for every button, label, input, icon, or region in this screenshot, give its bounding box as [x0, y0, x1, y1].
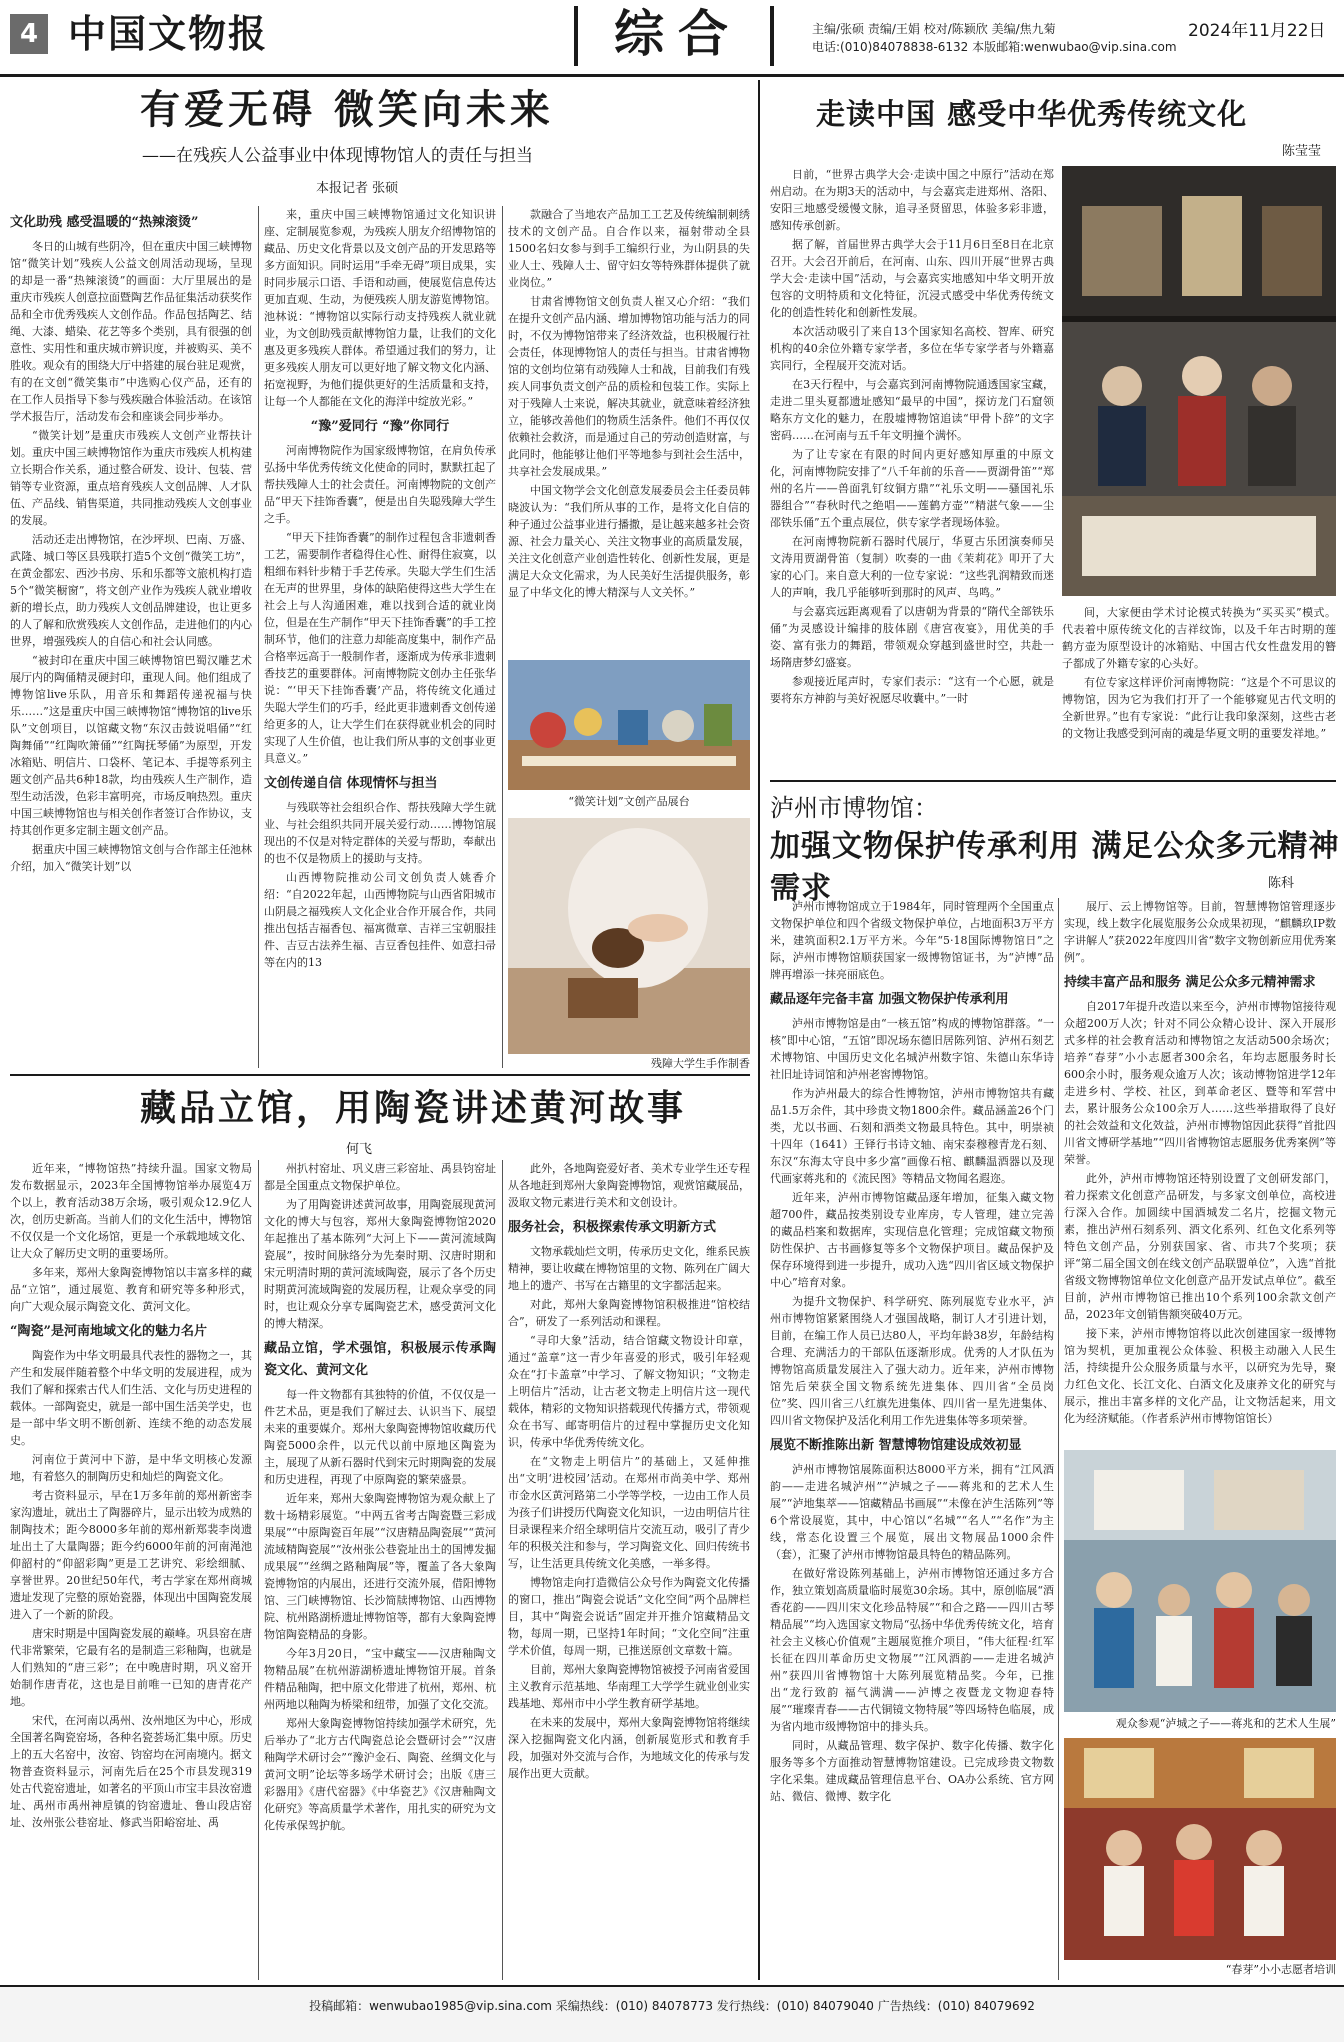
paragraph: 自2017年提升改造以来至今，泸州市博物馆接待观众超200万人次；针对不同公众精心设计、深入开展形式多样的社会教育活动和博物馆之友活动500余场次；培养“春芽”小小志愿者300余名，年均志愿服务时长600余小时，服务观众逾万人次；该动博物馆进学12年走进乡村、学校、社区，到革命老区、暨等和军营中去，累计服务公众100余万人……这些举措取得了良好的社会效益和文化效益，泸州市博物馆因此获得“首批四川省文博研学基地”“四川省博物馆志愿服务优秀案例”等荣誉。 — [1064, 1000, 1336, 1166]
paragraph: 今年3月20日，“宝中藏宝——汉唐釉陶文物精品展”在杭州游湖桥遗址博物馆开展。首条件精品釉陶，把中原文化带进了杭州，郑州、杭州两地以釉陶为桥梁和纽带，加强了文化交流。 — [264, 1647, 496, 1711]
paragraph: 与残联等社会组织合作、帮扶残障大学生就业、与社会组织共同开展关爱行动……博物馆展现出的不仅是对特定群体的关爱与帮助，奉献出的也不仅是物质上的援助与支持。 — [264, 801, 496, 865]
paragraph: 宋代，在河南以禹州、汝州地区为中心，形成全国著名陶瓷窑场，各种名瓷荟场汇集中原。历史上的五大名窑中，汝窑、钧窑均在河南境内。据文物普查资料显示，河南先后在25个市县发现319处古代瓷窑遗址，如著名的平顶山市宝丰县汝窑遗址、禹州市禹州神垕镇的钧窑遗址、鲁山段店窑址、汝州张公巷窑址、修武当阳峪窑址、禹 — [10, 1714, 252, 1829]
paragraph: 陶瓷作为中华文明最具代表性的器物之一，其产生和发展伴随着整个中华文明的发展进程，成为我们了解和探索古代人们生活、文化与历史进程的载体。一部陶瓷史，就是一部中国生活美学史，也是一部中华文明不断创新、连续不绝的动态发展史。 — [10, 1349, 252, 1447]
paragraph: “微笑计划”是重庆市残疾人文创产业帮扶计划。重庆中国三峡博物馆作为重庆市残疾人机构建立长期合作关系，通过整合研发、设计、包装、营销等专业资源，重点培育残疾人文创品牌、人才队伍、产品线、销售渠道，共同推动残疾人文创事业的发展。 — [10, 429, 252, 527]
paragraph: 展厅、云上博物馆等。目前，智慧博物馆管理逐步实现，线上数字化展览服务公众成果初现，“麒麟玖IP数字讲解人”获2022年度四川省“数字文物创新应用优秀案例”。 — [1064, 900, 1336, 964]
story3-headline: 走读中国 感受中华优秀传统文化 — [816, 97, 1248, 131]
story2-column-1 — [10, 1160, 252, 1980]
story2-subhead: “陶瓷”是河南地域文化的魅力名片 — [10, 1324, 207, 1339]
story4-subhead: 藏品逐年完备丰富 加强文物保护传承利用 — [770, 992, 1009, 1007]
story2-column-3 — [508, 1160, 750, 1980]
paragraph: 泸州市博物馆是由“一核五馆”构成的博物馆群落。“一核”即中心馆，“五馆”即况场东德旧居陈列馆、泸州石刻艺术博物馆、中国历史文化名城泸州数字馆、朱德山东华诗社旧址诗词馆和泸州老窖博物馆。 — [770, 1017, 1054, 1081]
column-rule — [258, 206, 259, 1068]
section-title: 综合 — [614, 4, 742, 63]
paragraph: 每一件文物都有其独特的价值，不仅仅是一件艺术品，更是我们了解过去、认识当下、展望未来的重要媒介。郑州大象陶瓷博物馆收藏历代陶瓷5000余件，以元代以前中原地区陶瓷为主，展现了从新石器时代到宋元时期陶瓷的发展和历史进程，再现了中原陶瓷的繁荣盛景。 — [264, 1388, 496, 1486]
paragraph: 多年来，郑州大象陶瓷博物馆以丰富多样的藏品“立馆”，通过展览、教育和研究等多种形式，向广大观众展示陶瓷文化、黄河文化。 — [10, 1266, 252, 1313]
paragraph: 间，大家便由学术讨论模式转换为“买买买”模式。代表着中原传统文化的吉祥纹饰，以及千年古时期的莲鹤方壶为原型设计的冰箱贴、中国古代女性盘发用的簪子都成了外籍专家的心头好。 — [1062, 606, 1336, 670]
paragraph: 在3天行程中，与会嘉宾到河南博物院通透国家宝藏，走进二里头夏都遗址感知“最早的中国”，探访龙门石窟领略东方文化的魅力，在殷墟博物馆追读“甲骨卜辞”的文字密码……在河南与五千年文明撞个满怀。 — [770, 378, 1054, 442]
paragraph: 近年来，泸州市博物馆藏品逐年增加，征集入藏文物超700件，藏品按类别设专业库房，专人管理，建立完善的藏品档案和数据库，实现信息化管理；完成馆藏文物预防性保护、古书画修复等多个文物保护项目。藏品保护及保存环境得到进一步提升，成功入选“四川省区域文物保护中心”培育对象。 — [770, 1191, 1054, 1289]
paragraph: 活动还走出博物馆，在沙坪坝、巴南、万盛、武隆、城口等区县残联打造5个文创“微笑工坊”，在黄金都宏、西沙书房、乐和乐都等文旅机构打造5个“微笑橱窗”，将文创产业作为残疾人就业增收新的增长点，助力残疾人文创品牌建设，也让更多的人了解和欣赏残疾人文创作品，走进他们的内心世界，增强残疾人的自信心和社会认同感。 — [10, 533, 252, 648]
paragraph: 对此，郑州大象陶瓷博物馆积极推进“馆校结合”，研发了一系列活动和课程。 — [508, 1298, 750, 1328]
paragraph: “甲天下挂饰香囊”的制作过程包含非遗刺香工艺，需要制作者稳得住心性、耐得住寂寞，以粗细布料针步精于手艺传承。失聪大学生们生活在无声的世界里，身体的缺陷使得这些大学生在社会上与人沟通困难，难以找到合适的就业岗位，但是在生产制作“甲天下挂饰香囊”的手工控制环节，他们的注意力却能高度集中，制作产品合格率远高于一般制作者，逐渐成为传承非遗刺香技艺的重要群体。河南博物院文创办主任张华说：“‘甲天下挂饰香囊’产品，将传统文化通过失聪大学生们的巧手，经此更非遗刺香文创传递给更多的人，让大学生们在获得就业机会的同时实现了人生价值，也让我们所从事的文创事业更具意义。” — [264, 531, 496, 765]
paragraph: 为了用陶瓷讲述黄河故事，用陶瓷展现黄河文化的博大与包容，郑州大象陶瓷博物馆2020年起推出了基本陈列“大河上下——黄河流域陶瓷展”，按时间脉络分为先秦时期、汉唐时期和宋元明清时期的黄河流域陶瓷，展示了各个历史时期黄河流域陶瓷的发展历程，让观众享受的同时，也让观众分享专属陶瓷艺术，感受黄河文化的博大精深。 — [264, 1198, 496, 1330]
story1-headline: 有爱无碍 微笑向未来 — [140, 86, 554, 133]
paragraph: 在做好常设陈列基础上，泸州市博物馆还通过多方合作，独立策划高质量临时展览30余场。其中，原创临展“酒香花韵——四川宋文化珍品特展”“和合之路——四川古琴精品展”“均入选国家文物局“弘扬中华优秀传统文化，培育社会主义核心价值观”主题展览推介项目，“伟大征程·红军长征在四川革命历史文物展”“江风酒韵——走进名城泸州”获四川省博物馆十大陈列展览精品奖。今年，已推出“龙行致韵 福气满满——泸博之夜暨龙文物迎春特展”“璀璨青春——古代铜镜文物特展”等四场特色临展，成为省内地市级博物馆中的排头兵。 — [770, 1567, 1054, 1733]
paragraph: 此外，泸州市博物馆还特别设置了文创研发部门，着力探索文化创意产品研发，与多家文创单位，高校进行深入合作。加圆续中国酒城发二名片，挖掘文物元素，推出泸州石刻系列、酒文化系列、红色文化系列等特色文创产品，分别获国家、省、市共7个奖项；获评“第二届全国文创在线文创产品联盟单位”，入选“首批省级文物博物馆单位文化创意产品开发试点单位”。截至目前，泸州市博物馆已推出10个系列100余款文创产品，2023年文创销售额突破40万元。 — [1064, 1172, 1336, 1321]
story4-headline: 加强文物保护传承利用 满足公众多元精神需求 — [770, 829, 1340, 906]
paragraph: 泸州市博物馆展陈面积达8000平方米，拥有“江风酒韵——走进名城泸州”“泸城之子——蒋兆和的艺术人生展”“泸地集萃——馆藏精品书画展”“未像在泸生活陈列”等6个常设展览，其中，中心馆以“名城”“名人”“名作”为主线，常态化设置三个展览，展出文物展品1000余件（套），汇聚了泸州市博物馆最具特色的精品陈列。 — [770, 1463, 1054, 1561]
story4-column-1 — [770, 898, 1054, 1980]
story1-column-3 — [508, 206, 750, 656]
photo-wenchuang-stall — [508, 660, 750, 790]
photo-exhibition-visitors — [1064, 1450, 1336, 1712]
paragraph: 在未来的发展中，郑州大象陶瓷博物馆将继续深入挖掘陶瓷文化内涵，创新展览形式和教育手段，加强对外交流与合作，为地域文化的传承与发展作出更大贡献。 — [508, 1716, 750, 1780]
paragraph: 泸州市博物馆成立于1984年，同时管理两个全国重点文物保护单位和四个省级文物保护单位，占地面积3万平方米，建筑面积2.1万平方米。今年“5·18国际博物馆日”之际，泸州市博物馆顺获国家一级博物馆证书，为“泸博”品牌再增添一抹亮丽底色。 — [770, 900, 1054, 981]
paragraph: 近年来，郑州大象陶瓷博物馆为观众献上了数十场精彩展览。“中两五省考古陶瓷暨三彩成果展”“中原陶瓷百年展”“汉唐精品陶瓷展”“黄河流域精陶瓷展”“汝州张公巷瓷址出土的国博发掘成果展”“丝绸之路釉陶展”等，覆盖了各大象陶瓷博物馆的内展出，还进行交流外展，借阳博物馆、三门峡博物馆、长沙简牍博物馆、山西博物院、杭州路湖桥遗址博物馆等，都有大象陶瓷博物馆陶瓷精品的身影。 — [264, 1492, 496, 1641]
story2-column-2 — [264, 1160, 496, 1980]
section-divider — [770, 6, 774, 66]
paragraph: 博物馆走向打造微信公众号作为陶瓷文化传播的窗口，推出“陶瓷会说话”文化空间“两个品牌栏目，其中“陶瓷会说话”固定并开推介馆藏精品文物，每周一期，已坚持1年时间；“文化空间”注重学术价值，每周一期，已推送原创文章数十篇。 — [508, 1576, 750, 1657]
paragraph: 在河南博物院新石器时代展厅，华夏古乐团演奏师吴文涛用贾湖骨笛（复制）吹奏的一曲《茉莉花》叩开了大家的心门。来自意大利的一位专家说：“这些乳润精致而迷人的声响，我几乎能够听到那时的风声、鸟鸣。” — [770, 535, 1054, 599]
photo-caption: 残障大学生手作制香 — [651, 1057, 750, 1070]
paragraph: 近年来，“博物馆热”持续升温。国家文物局发布数据显示，2023年全国博物馆举办展览4万个以上，教育活动38万余场，吸引观众12.9亿人次，创历史新高。当前人们的文化生活中，博物馆不仅仅是一个文化场馆，更是一个承载地域文化、让大众了解历史文明的重要场所。 — [10, 1162, 252, 1260]
story4-subhead: 展览不断推陈出新 智慧博物馆建设成效初显 — [770, 1438, 1022, 1453]
issue-date: 2024年11月22日 — [1188, 21, 1326, 41]
paragraph: 考古资料显示，早在1万多年前的郑州新密李家沟遗址，就出土了陶器碎片，显示出较为成熟的制陶技术；距今8000多年前的郑州新郑裴李岗遗址出土了大量陶器；距今约6000年前的河南渑池仰韶村的“仰韶彩陶”更是工艺讲究、彩绘细腻、享誉世界。20世纪50年代，考古学家在郑州商城遗址发现了完整的原始瓷器，体现出中国陶瓷发展进入了一个新的阶段。 — [10, 1489, 252, 1621]
editors-line: 主编/张硕 责编/王娟 校对/陈颖欣 美编/焦九菊 — [812, 22, 1056, 36]
paragraph: 文物承载灿烂文明，传承历史文化，维系民族精神，要让收藏在博物馆里的文物、陈列在广阔大地上的遗产、书写在古籍里的文字都活起来。 — [508, 1245, 750, 1292]
paragraph: 为提升文物保护、科学研究、陈列展览专业水平，泸州市博物馆紧紧围绕人才强国战略，制订人才引进计划，目前，在编工作人员已达80人，平均年龄38岁，年龄结构合理、充满活力的干部队伍逐渐形成。优秀的人才队伍为博物馆高质量发展注入了强大动力。近年来，泸州市博物馆先后荣获全国文物系统先进集体、四川省“全员岗位”奖、四川省三八红旗先进集体、四川省一星先进集体、四川省文物保护及活化利用工作先进集体等多项荣誉。 — [770, 1295, 1054, 1427]
section-divider — [574, 6, 578, 66]
paragraph: “寻印大象”活动，结合馆藏文物设计印章，通过“盖章”这一青少年喜爱的形式，吸引年轻观众在“打卡盖章”中学习、了解文物知识；“文物走上明信片”活动，让古老文物走上明信片这一现代载体，精彩的文物知识搭载现代传播方式，带领观众在书写、邮寄明信片的过程中掌握历史文化知识，传承中华优秀传统文化。 — [508, 1334, 750, 1449]
story3-column-2 — [1062, 604, 1336, 770]
paragraph: 州扒村窑址、巩义唐三彩窑址、禹县钧窑址都是全国重点文物保护单位。 — [264, 1162, 496, 1192]
photo-scholars-visit — [1062, 166, 1336, 596]
story1-byline: 本报记者 张硕 — [316, 181, 399, 196]
paragraph: 来，重庆中国三峡博物馆通过文化知识讲座、定制展览参观，为残疾人朋友介绍博物馆的藏品、历史文化背景以及文创产品的开发思路等多方面知识。同时运用“手牵无碍”项目成果，实时同步展示口语、手语和动画，使展览信息传达更加直观、生动，为便残疾人朋友游览博物馆。池林说：“博物馆以实际行动支持残疾人就业就业，为文创助残贡献博物馆力量，让我们的文化惠及更多残疾人群体。希望通过我们的努力，让更多残疾人朋友可以更好地了解文物文化内涵、拓宽视野，为他们提供更好的生活质量和支持，让每一个人都能在文化的海洋中绽放光彩。” — [264, 208, 496, 408]
column-rule — [502, 206, 503, 1068]
paragraph: 山西博物院推动公司文创负责人姚香介绍：“自2022年起，山西博物院与山西省阳城市山阴晨之福残疾人文化企业合作开展合作，共同推出包括吉福香包、福寓微章、吉祥三宝朝服挂件、吉豆古法养生福、吉豆香包挂件、如意扫帚等在内的13 — [264, 871, 496, 969]
column-rule — [1058, 898, 1059, 1980]
paragraph: 本次活动吸引了来自13个国家知名高校、智库、研究机构的40余位外籍专家学者，多位在华专家学者与外籍嘉宾同行，全程展开交流对话。 — [770, 325, 1054, 372]
story2-headline: 藏品立馆，用陶瓷讲述黄河故事 — [140, 1087, 687, 1129]
story4-subhead: 持续丰富产品和服务 满足公众多元精神需求 — [1064, 975, 1316, 990]
story1-subhead: 文化助残 感受温暖的“热辣滚烫” — [10, 215, 199, 230]
paragraph: 款融合了当地农产品加工工艺及传统编制刺绣技术的文创产品。自合作以来，福射带动全县1500名妇女参与到手工编织行业，为山阴县的失业人士、残障人士、留守妇女等特殊群体提供了就业岗位。” — [508, 208, 750, 289]
story2-byline: 何飞 — [346, 1142, 373, 1157]
story1-subhead: “豫”爱同行 “豫”你同行 — [310, 419, 450, 434]
paragraph: 与会嘉宾远距离观看了以唐朝为背景的“隋代全部铁乐俑”为灵感设计编排的肢体剧《唐宫夜宴》，用优美的手姿、富有张力的舞蹈，带领观众穿越到盛世时空，共赴一场隋唐梦幻盛宴。 — [770, 605, 1054, 669]
story4-byline: 陈科 — [1268, 876, 1295, 891]
photo-volunteer-training — [1064, 1738, 1336, 1960]
photo-incense-making — [508, 818, 750, 1054]
column-rule — [502, 1160, 503, 1980]
paragraph: 同时，从藏品管理、数字保护、数字化传播、数字化服务等多个方面推动智慧博物馆建设。已完成珍贵文物数字化采集。建成藏品管理信息平台、OA办公系统、官方网站、微信、微博、数字化 — [770, 1739, 1054, 1803]
story1-subheadline: ——在残疾人公益事业中体现博物馆人的责任与担当 — [142, 146, 533, 166]
photo-caption: 观众参观“泸城之子——蒋兆和的艺术人生展” — [1115, 1717, 1336, 1730]
editors-credit — [812, 20, 1177, 56]
paragraph: 日前，“世界古典学大会·走读中国之中原行”活动在郑州启动。在为期3天的活动中，与会嘉宾走进郑州、洛阳、安阳三地感受缓慢文脉，追寻圣贤留思，体验多彩非遗，感知传承创新。 — [770, 168, 1054, 232]
story1-column-1 — [10, 206, 252, 1068]
story3-byline: 陈莹莹 — [1282, 144, 1322, 159]
paper-logo: 中国文物报 — [68, 11, 269, 56]
paragraph: 冬日的山城有些阴冷，但在重庆中国三峡博物馆“微笑计划”残疾人公益文创周活动现场，呈现的却是一番“热辣滚烫”的画面：大厅里展出的是重庆市残疾人创意拉面暨陶艺作品征集活动获奖作品和全市优秀残疾人文创作品。作品包括陶艺、结绳、大漆、蜡染、花艺等多个类别，具有很强的创意性、实用性和重庆城市辨识度，并被购买、美不胜收。观众有的围绕大厅中搭建的展台驻足观赏，有的在文创“微笑集市”中选购心仪产品，还有的在工作人员指导下参与残疾融合体验活动。在该馆学术报告厅，活动发布会和座谈会同步举办。 — [10, 240, 252, 423]
story-divider — [10, 1074, 750, 1076]
paragraph: 为了让专家在有限的时间内更好感知厚重的中原文化，河南博物院安排了“八千年前的乐音——贾湖骨笛”“郑州的名片——兽面乳钉纹铜方鼎”“礼乐文明——骚国礼乐器组合”“春秋时代之绝唱——莲鹤方壶”“精湛气象——尘邵铁乐俑”五个重点展位，供专家学者现场体验。 — [770, 448, 1054, 529]
paragraph: 河南博物院作为国家级博物馆，在肩负传承弘扬中华优秀传统文化使命的同时，默默扛起了帮扶残障人士的社会责任。河南博物院的文创产品“甲天下挂饰香囊”，便是出自失聪残障大学生之手。 — [264, 444, 496, 525]
story4-kicker: 泸州市博物馆： — [770, 794, 938, 822]
story2-subhead: 藏品立馆，学术强馆，积极展示传承陶瓷文化、黄河文化 — [264, 1341, 496, 1378]
paragraph: 甘肃省博物馆文创负责人崔又心介绍：“我们在提升文创产品内涵、增加博物馆功能与活力的同时，不仅为博物馆带来了经济效益，也积极履行社会责任，体现博物馆人的责任与担当。甘肃省博物馆的文创均位第有动残障人士和战，目前我们有残疾人同事负责文创产品的质检和包装工作。实际上对于残障人士来说，解决其就业，就意味着经济独立，能够改善他们的物质生活条件。他们不再仅仅依赖社会救济，而是通过自己的劳动创造财富，与此同时，他能够让他们平等地参与到社会生活中，共享社会发展成果。” — [508, 295, 750, 478]
paragraph: 唐宋时期是中国陶瓷发展的巅峰。巩县窑在唐代非常繁荣，它最有名的是制造三彩釉陶，也就是人们熟知的“唐三彩”；在中晚唐时期，巩义窑开始制作唐青花，这也是目前唯一已知的唐青花产地。 — [10, 1627, 252, 1708]
story2-subhead: 服务社会，积极探索传承文明新方式 — [508, 1220, 717, 1235]
half-divider — [758, 80, 760, 1980]
photo-caption: “微笑计划”文创产品展台 — [568, 795, 690, 808]
story4-column-2 — [1064, 898, 1336, 1440]
paragraph: 河南位于黄河中下游，是中华文明核心发源地，有着悠久的制陶历史和灿烂的陶瓷文化。 — [10, 1453, 252, 1483]
paragraph: 据了解，首届世界古典学大会于11月6日至8日在北京召开。大会召开前后，在河南、山东、四川开展“世界古典学大会·走读中国”活动，与会嘉宾实地感知中华文明开放包容的文明特质和文化特征，沉浸式感受中华优秀传统文化的创造性转化和创新性发展。 — [770, 238, 1054, 319]
footer-contacts: 投稿邮箱：wenwubao1985@vip.sina.com 采编热线：(010) 84078773 发行热线：(010) 84079040 广告热线：(010) 84079692 — [309, 1999, 1035, 2013]
paragraph: 接下来，泸州市博物馆将以此次创建国家一级博物馆为契机，更加重视公众体验、积极主动融入人民生活，持续提升公众服务质量与水平，以研究为先导，聚力红色文化、长江文化、白酒文化及康养文化的研究与展示，推出丰富多样的文化产品，让文物活起来，用文化为经济赋能。（作者系泸州市博物馆馆长） — [1064, 1327, 1336, 1425]
paragraph: 目前，郑州大象陶瓷博物馆被授予河南省爱国主义教育示范基地、华南理工大学学生就业创业实践基地、郑州市中小学生教育研学基地。 — [508, 1663, 750, 1710]
paragraph: 有位专家这样评价河南博物院：“这是个不可思议的博物馆，因为它为我们打开了一个能够窥见古代文明的全新世界。”也有专家说：“此行让我印象深刻，这些古老的文物让我感受到河南的魂是华夏文明的重要发祥地。” — [1062, 676, 1336, 740]
column-rule — [258, 1160, 259, 1980]
paragraph: 中国文物学会文化创意发展委员会主任委员韩晓波认为：“我们所从事的工作，是将文化自信的种子通过公益事业进行播撒，是让越来越多社会资源、社会力量关心、关注文物事业的高质量发展，关注文化创意产业创造性转化、创新性发展，更是满足大众文化需求，为人民美好生活提供服务，彰显了中华文化的博大精深与人文关怀。” — [508, 484, 750, 599]
photo-caption: “春芽”小小志愿者培训 — [1225, 1963, 1336, 1976]
page-number: 4 — [10, 14, 48, 54]
paragraph: 参观接近尾声时，专家们表示：“这有一个心愿，就是要将东方神韵与美好祝愿尽收囊中。”一时 — [770, 675, 1054, 705]
story1-column-2 — [264, 206, 496, 1068]
contact-line: 电话:(010)84078838-6132 本版邮箱:wenwubao@vip.sina.com — [812, 40, 1177, 54]
paragraph: 据重庆中国三峡博物馆文创与合作部主任池林介绍，加入“微笑计划”以 — [10, 843, 252, 873]
paragraph: 在“文物走上明信片”的基础上，又延伸推出“文明‘进校园’活动。在郑州市尚美中学、郑州市金水区黄河路第二小学等学校，一边由工作人员为孩子们讲授历代陶瓷文化知识，一边由明信片往目录课程来介绍全球明信片交流互动，吸引了青少年的积极关注和参与，学习陶瓷文化、回归传统书写，让生活更具传统文化美感，一举多得。 — [508, 1455, 750, 1570]
story-divider — [770, 780, 1336, 782]
paragraph: 郑州大象陶瓷博物馆持续加强学术研究，先后举办了“北方古代陶瓷总论会暨研讨会”“汉唐釉陶学术研讨会”“豫沪金石、陶瓷、丝绸文化与黄河文明”论坛等多场学术研讨会；出版《唐三彩器用》《唐代窑器》《中华瓷艺》《汉唐釉陶文化研究》等高质量学术著作，用扎实的研究为文化传承保驾护航。 — [264, 1717, 496, 1832]
story3-column-1 — [770, 166, 1054, 770]
paragraph: 作为泸州最大的综合性博物馆，泸州市博物馆共有藏品1.5万余件，其中珍贵文物1800余件。藏品涵盖26个门类，尤以书画、石刻和酒类文物最具特色。其中，明崇祯十四年（1641）王铎行书诗文轴、南宋泰穆穆青龙石刻、东汉“东海太守良中多少富”画像石棺、麒麟温酒器以及现代画家蒋兆和的《流民图》等精品文物闻名遐迩。 — [770, 1087, 1054, 1185]
story1-subhead: 文创传递自信 体现情怀与担当 — [264, 776, 438, 791]
paragraph: 此外，各地陶瓷爱好者、美术专业学生还专程从各地赶到郑州大象陶瓷博物馆，观赏馆藏展品，汲取文物元素进行美术和文创设计。 — [508, 1162, 750, 1209]
paragraph: “被封印在重庆中国三峡博物馆巴蜀汉雕艺术展厅内的陶俑精灵硬封印，重现人间。他们组成了博物馆live乐队，用音乐和舞蹈传递祝福与快乐……”这是重庆中国三峡博物馆“博物馆的live乐队”文创项目，以馆藏文物“东汉击鼓说唱俑”“红陶舞俑”“红陶吹箫俑”“红陶抚琴俑”为原型，开发冰箱贴、明信片、口袋杯、笔记本、手提等系列主题文创产品共6种18款，均由残疾人生产制作，造型生动活泼，色彩丰富明亮，市场反响热烈。重庆中国三峡博物馆也与相关创作者签订合作协议，支持其创作更多定制主题文创产品。 — [10, 654, 252, 837]
